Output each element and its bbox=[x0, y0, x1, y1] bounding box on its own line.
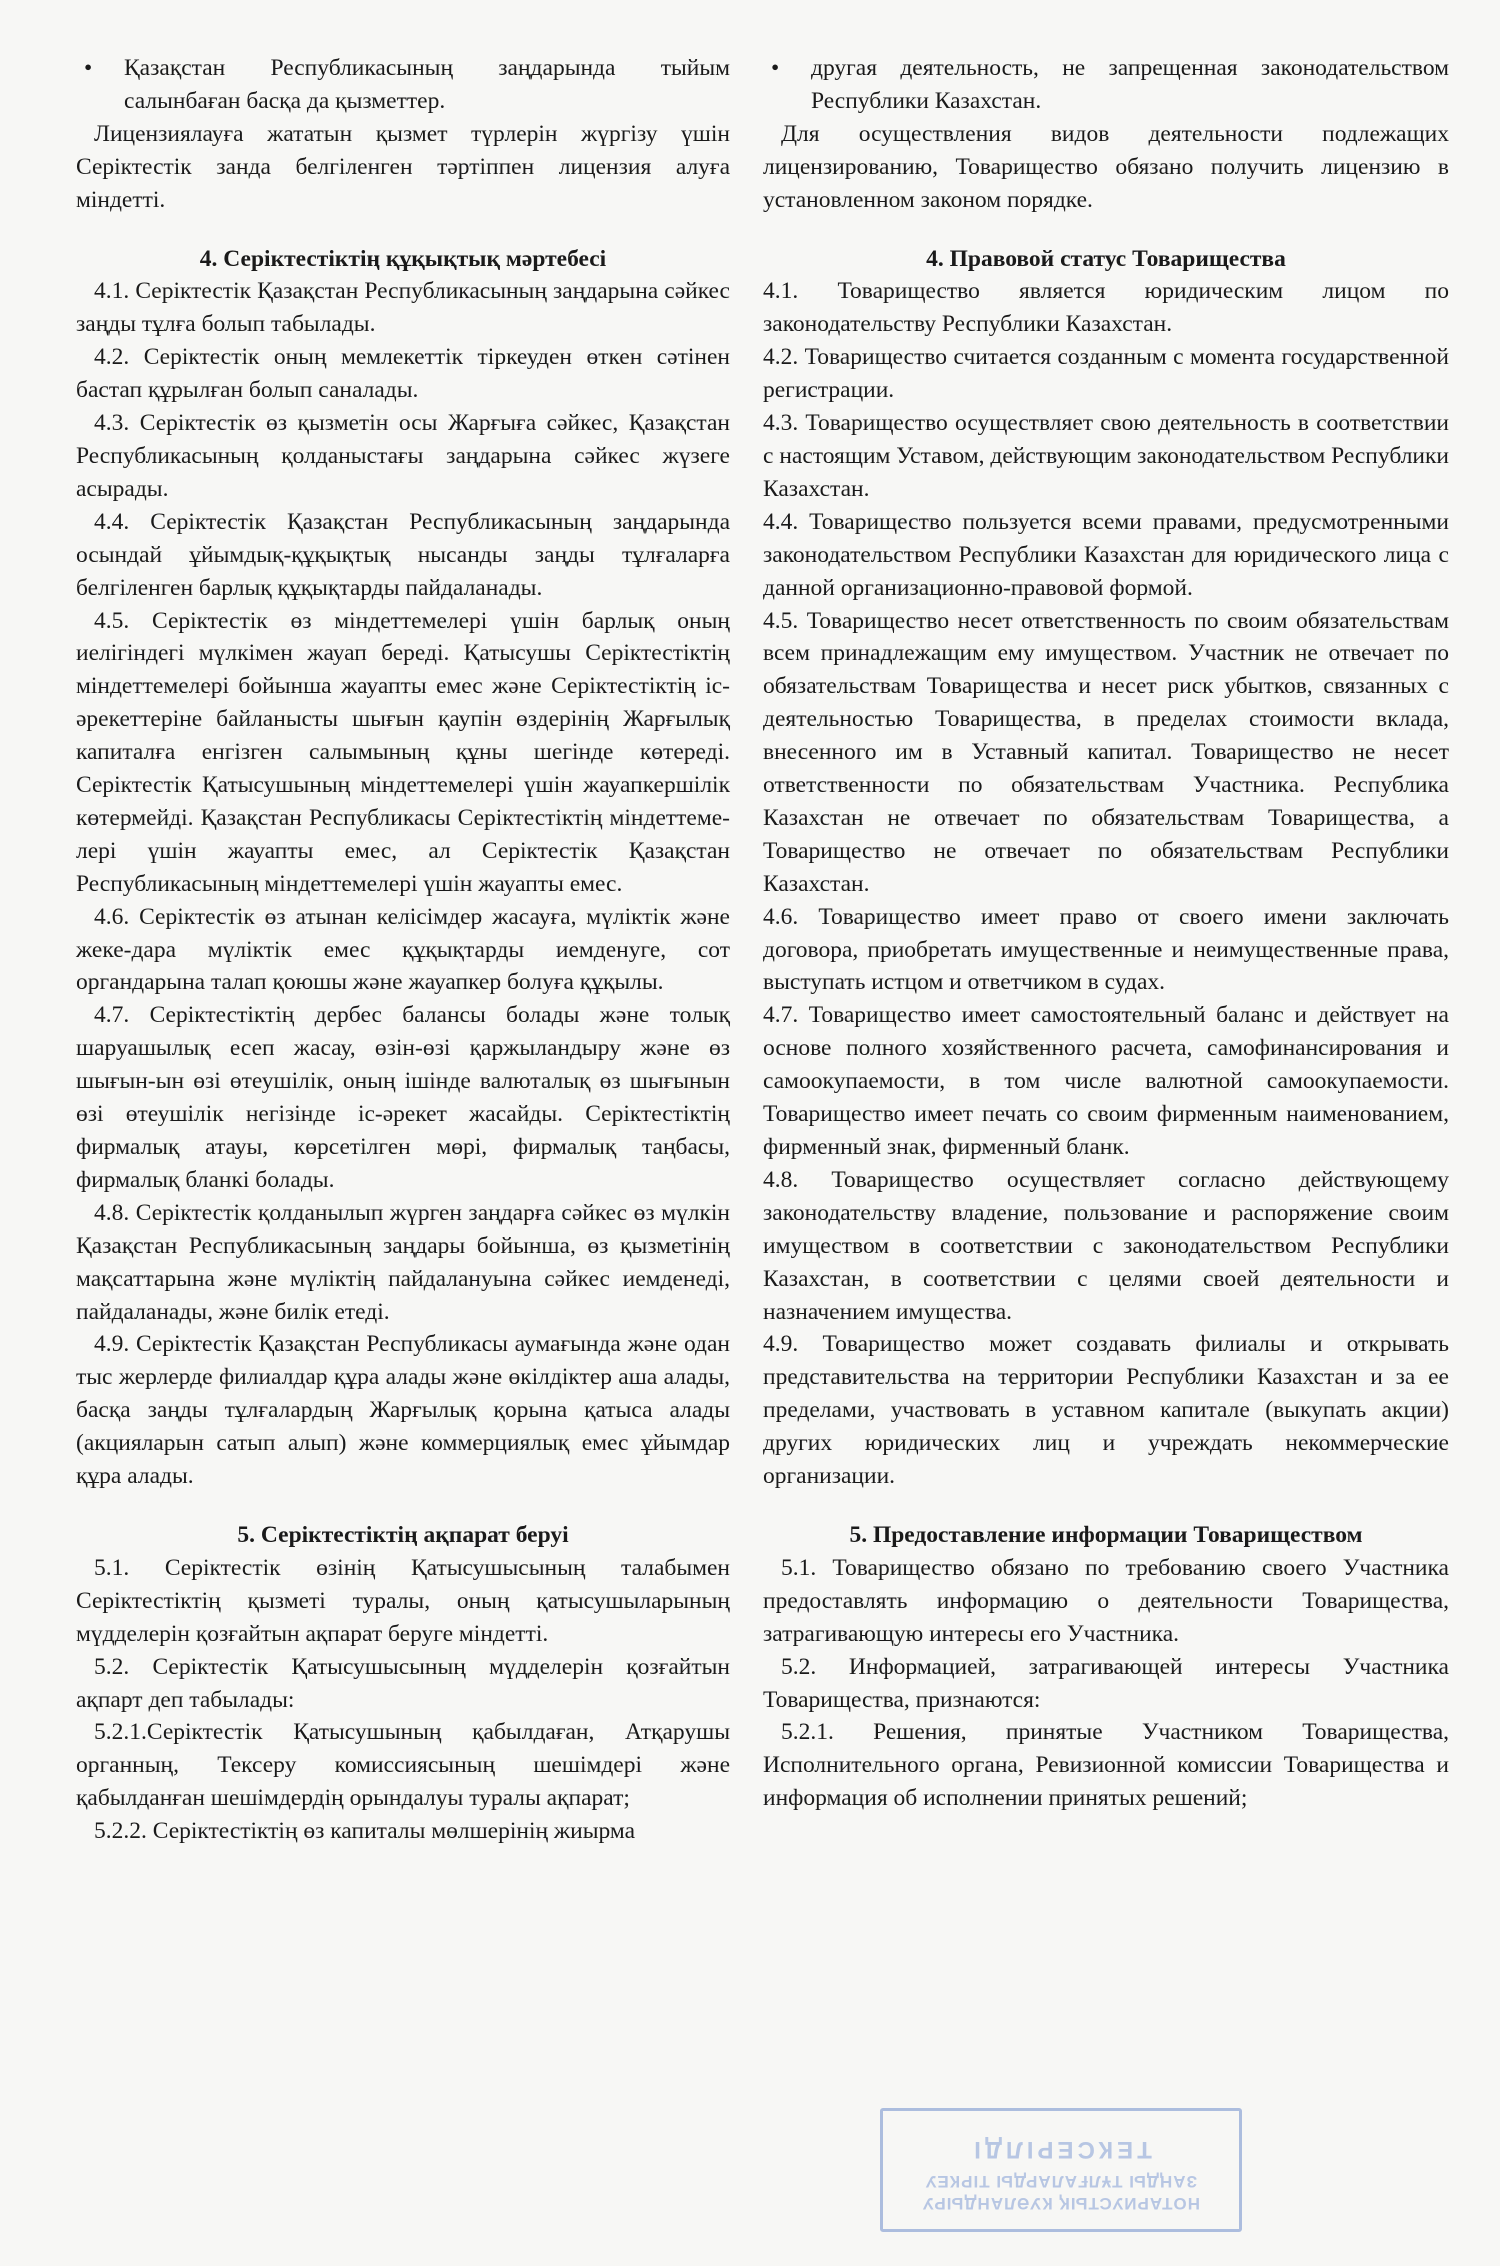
clause-5-1-ru: 5.1. Товарищество обязано по требованию своего Участника предоставлять информацию о деятельности Товарищества, затрагивающую интересы его Участника. bbox=[763, 1554, 1449, 1647]
clause-4-9-ru: 4.9. Товарищество может создавать филиалы и открывать представительства на территории Республики Казахстан и за ее пределами, участвовать в уставном капитале (выкупать акции) других юридических лиц и учреждать некоммерческие организации. bbox=[763, 1331, 1449, 1490]
clause-4-6-ru: 4.6. Товарищество имеет право от своего имени заключать договора, приобретать имущественные и неимущественные права, выступать истцом и ответчиком в судах. bbox=[763, 903, 1449, 996]
license-note-ru: Для осуществления видов деятельности подлежащих лицензированию, Товарищество обязано получить лицензию в установленном законом порядке. bbox=[763, 120, 1449, 213]
clause-5-2-kk: 5.2. Серіктестік Қатысушысының мүдделерін қозғайтын ақпарт деп табылады: bbox=[76, 1653, 730, 1713]
clause-4-7-kk: 4.7. Серіктестіктің дербес балансы болады және толық шаруашылық есеп жасау, өзін-өзі қаржыландыру және өз шығын-ын өзі өтеушілік, оның ішінде валюталық өз шығынын өзі өтеушілік негізінде іс-әрекет жасайды. Серіктестіктің фирмалық атауы, көрсетілген мөрі, фирмалық таңбасы, фирмалық бланкі болады. bbox=[76, 1002, 730, 1193]
license-note-kk: Лицензиялауға жататын қызмет түрлерін жүргізу үшін Серіктестік занда белгіленген тәртіппен лицензия алуға міндетті. bbox=[76, 120, 730, 213]
bullet-icon: • bbox=[84, 55, 93, 81]
clause-5-1-kk: 5.1. Серіктестік өзінің Қатысушысының талабымен Серіктестіктің қызметі туралы, оның қатысушыларының мүдделерін қозғайтын ақпарат беруге міндетті. bbox=[76, 1554, 730, 1647]
bullet-icon: • bbox=[771, 55, 780, 81]
section4-title-kk: 4. Серіктестіктің құқықтық мәртебесі bbox=[199, 245, 607, 272]
clause-4-5-kk: 4.5. Серіктестік өз міндеттемелері үшін барлық оның иелігіндегі мүлкімен жауап береді. Қатысушы Серіктестіктің міндеттемелері бойынша жауапты емес және Серіктестіктің іс-әрекеттеріне байланысты шығын қаупін өздерінің Жарғылық капиталға енгізген салымының құны шегінде көтереді. Серіктестік Қатысушының міндеттемелері үшін жауапкершілік көтермейді. Қазақстан Республикасы Серіктестіктің міндеттеме-лері үшін жауапты емес, ал Серіктестік Қазақстан Республикасының міндеттемелері үшін жауапты емес. bbox=[76, 607, 730, 897]
clause-5-2-1-ru: 5.2.1. Решения, принятые Участником Товарищества, Исполнительного органа, Ревизионной комиссии Товарищества и информация об исполнении принятых решений; bbox=[763, 1719, 1449, 1812]
section5-title-kk: 5. Серіктестіктің ақпарат беруі bbox=[237, 1521, 569, 1548]
clause-4-8-ru: 4.8. Товарищество осуществляет согласно действующему законодательству владение, пользование и распоряжение своим имуществом в соответствии с законодательством Республики Казахстан, в соответствии с целями своей деятельности и назначением имущества. bbox=[763, 1166, 1449, 1325]
intro-bullet-kk: • Қазақстан Республикасының заңдарында тыйым салынбаған басқа да қызметтер. bbox=[76, 52, 730, 118]
clause-4-3-kk: 4.3. Серіктестік өз қызметін осы Жарғыға сәйкес, Қазақстан Республикасының қолданыстағы заңдарына сәйкес жүзеге асырады. bbox=[76, 410, 730, 502]
clause-5-2-1-kk: 5.2.1.Серіктестік Қатысушының қабылдаған, Атқарушы органның, Тексеру комиссиясының шешімдері және қабылданған шешімдердің орындалуы туралы ақпарат; bbox=[76, 1719, 730, 1812]
verification-stamp: НОТАРИУСТЫҚ КУӘЛАНДЫРУ ЗАҢДЫ ТҰЛҒАЛАРДЫ ТІРКЕУ ТЕКСЕРІЛДІ bbox=[880, 2108, 1242, 2232]
clause-4-2-kk: 4.2. Серіктестік оның мемлекеттік тіркеуден өткен сәтінен бастап құрылған болып саналады. bbox=[76, 344, 730, 404]
russian-column bbox=[763, 52, 1449, 1815]
section4-title-ru: 4. Правовой статус Товарищества bbox=[926, 245, 1286, 272]
clause-4-8-kk: 4.8. Серіктестік қолданылып жүрген заңдарға сәйкес өз мүлкін Қазақстан Республикасының заңдары бойынша, өз қызметінің мақсаттарына және мүліктің пайдалануына сәйкес иемденеді, пайдаланады, және билік етеді. bbox=[76, 1199, 730, 1325]
clause-4-1-kk: 4.1. Серіктестік Қазақстан Республикасының заңдарына сәйкес заңды тұлға болып табылады. bbox=[76, 278, 730, 338]
clause-4-5-ru: 4.5. Товарищество несет ответственность по своим обязательствам всем принадлежащим ему имуществом. Участник не отвечает по обязательствам Товарищества и несет риск убытков, связанных с деятельностью Товарищества, в пределах стоимости вклада, внесенного им в Уставный капитал. Товарищество не несет ответственности по обязательствам Участника. Республика Казахстан не отвечает по обязательствам Товарищества, а Товарищество не отвечает по обязательствам Республики Казахстан. bbox=[763, 607, 1449, 897]
kazakh-column bbox=[76, 52, 730, 1848]
clause-4-4-kk: 4.4. Серіктестік Қазақстан Республикасының заңдарында осындай ұйымдық-құқықтық нысанды заңды тұлғаларға белгіленген барлық құқықтарды пайдаланады. bbox=[76, 508, 730, 601]
clause-4-6-kk: 4.6. Серіктестік өз атынан келісімдер жасауға, мүліктік және жеке-дара мүліктік емес құқықтарды иемденуге, сот органдарына талап қоюшы және жауапкер болуға құқылы. bbox=[76, 903, 730, 996]
section5-title-ru: 5. Предоставление информации Товариществом bbox=[849, 1521, 1363, 1548]
intro-bullet-ru: • другая деятельность, не запрещенная законодательством Республики Казахстан. bbox=[763, 52, 1449, 118]
clause-5-2-ru: 5.2. Информацией, затрагивающей интересы Участника Товарищества, признаются: bbox=[763, 1653, 1449, 1713]
clause-5-2-2-kk: 5.2.2. Серіктестіктің өз капиталы мөлшерінің жиырма bbox=[94, 1818, 636, 1845]
clause-4-4-ru: 4.4. Товарищество пользуется всеми правами, предусмотренными законодательством Республики Казахстан для юридического лица с данной организационно-правовой формой. bbox=[763, 508, 1449, 601]
clause-4-7-ru: 4.7. Товарищество имеет самостоятельный баланс и действует на основе полного хозяйственного расчета, самофинансирования и самоокупаемости, в том числе валютной самоокупаемости. Товарищество имеет печать со своим фирменным наименованием, фирменный знак, фирменный бланк. bbox=[763, 1002, 1449, 1160]
clause-4-2-ru: 4.2. Товарищество считается созданным с момента государственной регистрации. bbox=[763, 344, 1449, 404]
clause-4-1-ru: 4.1. Товарищество является юридическим лицом по законодательству Республики Казахстан. bbox=[763, 278, 1449, 338]
clause-4-3-ru: 4.3. Товарищество осуществляет свою деятельность в соответствии с настоящим Уставом, действующим законодательством Республики Казахстан. bbox=[763, 410, 1449, 502]
clause-4-9-kk: 4.9. Серіктестік Қазақстан Республикасы аумағында және одан тыс жерлерде филиалдар құра алады және өкілдіктер аша алады, басқа заңды тұлғалардың Жарғылық қорына қатыса алады (акцияларын сатып алып) және коммерциялық емес ұйымдар құра алады. bbox=[76, 1331, 730, 1490]
